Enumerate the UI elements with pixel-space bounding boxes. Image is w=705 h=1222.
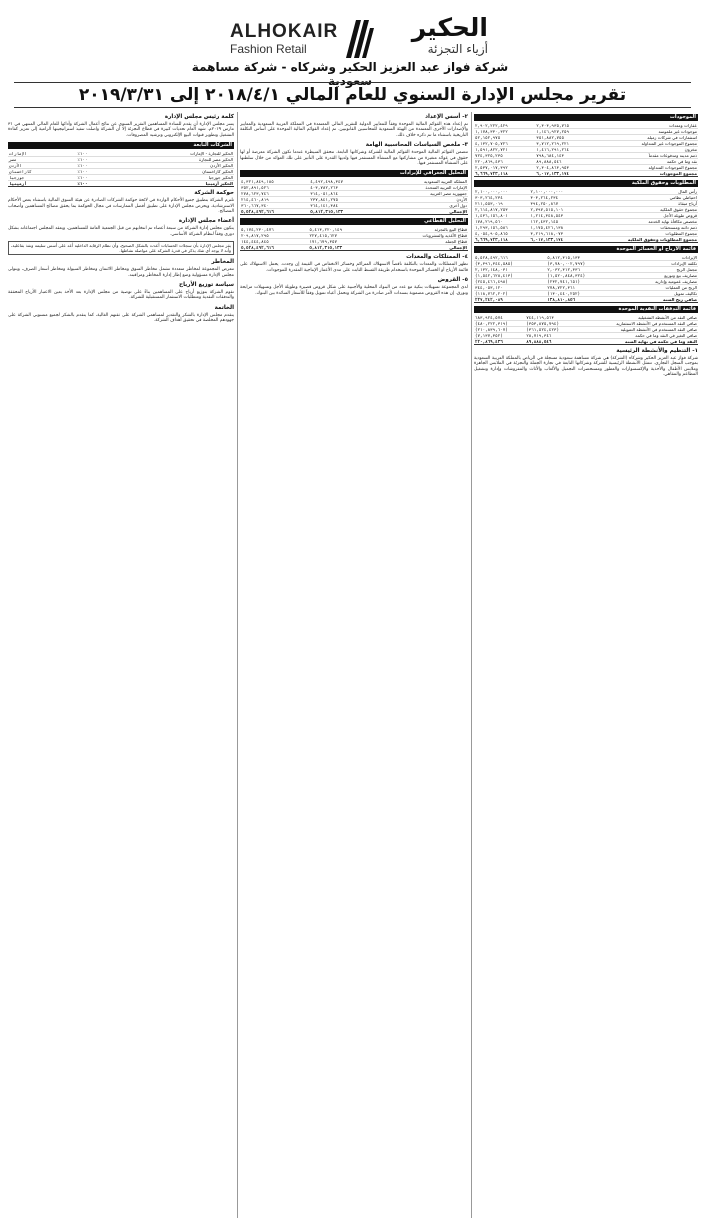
table-cell: الإمارات: [8, 151, 76, 157]
table-cell: ٣٦٠,٦٦٧,٣٤٠: [240, 203, 309, 209]
table-cell: ٢,١٠٠,٠٠٠,٠٠٠: [529, 189, 584, 195]
logo-arabic: [378, 14, 488, 56]
section-heading: ٤- الممتلكات والمعدات: [406, 254, 468, 261]
table-cell: ٢٢٠,٨٦٩,٤٣٦: [474, 339, 525, 345]
table-cell: مجموع الموجودات غير المتداولة: [597, 141, 698, 147]
table-cell: ١,١٧٥,٤٢٦,١٣٨: [529, 225, 584, 231]
section-heading: ٢- أسس الإعداد: [425, 114, 468, 120]
text-section: [240, 114, 468, 138]
table-cell: (٣٦١,٥٢٤,٤٢٣): [525, 327, 576, 333]
table-cell: ٥,٨١٢,٣١٥,١٣٣: [309, 209, 378, 215]
section-heading: ٥- القروض: [437, 277, 468, 284]
table-cell: ٦,٠١٧,١٣٣,١٧٤: [535, 171, 596, 177]
financial-table: [474, 255, 698, 303]
table-cell: الربح من العمليات: [619, 285, 698, 291]
table-cell: الحكير جورجيا: [110, 175, 234, 181]
table-cell: صافي النقد المستخدم في الأنشطة التمويلية: [576, 327, 698, 333]
table-cell: ٤,٠٥٤,٩٠٥,٨٦٥: [474, 231, 529, 237]
table-cell: ٢,٧٩٧,٥١٥,١٠١: [529, 207, 584, 213]
table-cell: مجموع الموجودات: [597, 171, 698, 177]
table-cell: الحكير كازاخستان: [110, 169, 234, 175]
logo-arabic-brand: الحكير: [411, 13, 488, 42]
table-cell: ٢٠٩,٨١٧,٢٩٥: [240, 233, 308, 239]
table-row: [240, 209, 468, 215]
financial-table: [474, 123, 698, 177]
table-cell: ٦,٦٦٩,٧٢٣,١١٨: [474, 237, 529, 243]
table-cell: ٤,٤٩٢,٤٩٨,٣٤٧: [309, 179, 378, 185]
table-row: [474, 171, 698, 177]
table-cell: (١,٥٢٠,٨٤٨,٣٢٤): [546, 273, 618, 279]
table-cell: ٥,٤١٣,٢٢٠,١٤٩: [308, 227, 376, 233]
table-cell: الإجمالي: [378, 209, 468, 215]
table-cell: ٢٨,٧١٩,٣٤٦: [525, 333, 576, 339]
text-section: [8, 114, 234, 138]
report-title: تقرير مجلس الإدارة السنوي للعام المالي ٢٠١٨/٤/١ إلى ٢٠١٩/٣/٣١: [14, 82, 691, 108]
financial-table: [8, 151, 234, 187]
table-cell: قطاع الجملة: [377, 239, 468, 245]
table-cell: ٦,٠١٧,١٣٣,١٧٤: [529, 237, 584, 243]
section-paragraph: تظهر الممتلكات والمعدات بالتكلفة ناقصاً الاستهلاك المتراكم وخسائر الانخفاض في القيمة إن وجدت. يحمل الاستهلاك على قائمة الأرباح أو الخسائر الموحدة باستخدام طريقة القسط الثابت على مدى الأعمار الإنتاجية المقدرة للموجودات.: [240, 262, 468, 273]
table-cell: ٥٢,١٥٢,٩٧٥: [474, 135, 535, 141]
text-section: [474, 348, 698, 378]
column-report: [8, 112, 234, 1218]
logo-arabic-sub: أزياء التجزئة: [427, 42, 488, 56]
table-cell: موجودات غير ملموسة: [597, 129, 698, 135]
table-cell: ٣١٤,٠٥١,٨٦٤: [309, 191, 378, 197]
table-cell: مصاريف بيع وتوزيع: [619, 273, 698, 279]
table-cell: ١٤٤,٤٤٤,٨٤٥: [240, 239, 308, 245]
table-cell: الحكير الأردن: [110, 163, 234, 169]
table-cell: (٢٤٥,٤٦٦,٤٩٨): [474, 279, 546, 285]
section-heading: ٣- ملخص السياسات المحاسبية الهامة: [365, 142, 468, 149]
text-section: [240, 142, 468, 166]
table-cell: صافي التغير في النقد وما في حكمه: [576, 333, 698, 339]
table-cell: ٢٢٧,٤١٥,٦٢٧: [308, 233, 376, 239]
section-paragraph: تقوم الشركة بتوزيع أرباح على المساهمين بناءً على توصية من مجلس الإدارة بعد الأخذ بعين الاعتبار الأرباح المحققة والتدفقات النقدية ومتطلبات الاستثمار المستقبلية للشركة.: [8, 290, 234, 301]
table-cell: رأس المال: [585, 189, 698, 195]
table-cell: ٢,٣٠٣,٩٣٥,٧٦٥: [535, 123, 596, 129]
section-heading: حوكمة الشركة: [194, 190, 234, 197]
table-cell: ١٦٢,٤٣٢,١٤٥: [529, 219, 584, 225]
table-cell: ٥,٨١٢,٣١٥,١٣٣: [308, 245, 376, 251]
declaration-box: [8, 241, 234, 255]
table-cell: (٢٣٢,٧٤١,٦٥١): [546, 279, 618, 285]
table-cell: دول أخرى: [378, 203, 468, 209]
table-cell: ٢,٠٣٢,٣١٢,٣٣٦: [546, 267, 618, 273]
financial-table: [240, 179, 468, 215]
table-heading: المطلوبات وحقوق الملكية: [474, 180, 698, 187]
table-cell: احتياطي نظامي: [585, 195, 698, 201]
table-cell: قطاع الأغذية والمشروبات: [377, 233, 468, 239]
company-name: شركة فواز عبد العزيز الحكير وشركاه - شركة مساهمة سعودية: [191, 60, 509, 88]
table-cell: ١,١٧٨,٣٣٠,٣٢٢: [474, 129, 535, 135]
table-cell: ١٧٨,٢١٩,٥٦٠: [474, 219, 529, 225]
table-cell: ٣٥١,٨٨٢,٧٥٥: [535, 135, 596, 141]
section-paragraph: تم إعداد هذه القوائم المالية الموحدة وفقاً للمعايير الدولية للتقرير المالي المعتمدة في المملكة العربية السعودية والمعايير والإصدارات الأخرى المعتمدة من الهيئة السعودية للمحاسبين القانونيين. تم إعداد القوائم المالية الموحدة على أساس التكلفة التاريخية باستثناء ما تم ذكره خلاف ذلك.: [240, 122, 468, 138]
table-cell: قطاع البيع بالتجزئة: [377, 227, 468, 233]
table-cell: ٨٩,٨٨٨,٥٤٦: [525, 339, 576, 345]
table-cell: ١,٢٩٣,١٥٦,٥٨٦: [474, 225, 529, 231]
column-divider: [237, 112, 238, 1218]
text-section: [8, 190, 234, 214]
table-cell: ٢٢٠,٨٦٩,٤٣٦: [474, 159, 535, 165]
text-section: [8, 282, 234, 301]
table-cell: ١٠٠٪: [76, 181, 110, 187]
table-cell: تكاليف تمويل: [619, 291, 698, 297]
table-cell: المملكة العربية السعودية: [378, 179, 468, 185]
text-section: [240, 277, 468, 296]
table-cell: (٧,١٣٧,٣٥٢): [474, 333, 525, 339]
table-cell: ٥,٨١٢,٣١٥,١٣٣: [546, 255, 618, 261]
table-cell: الإيرادات: [619, 255, 698, 261]
table-cell: ٣,٢١٩,٦١٨,٠٧٣: [529, 231, 584, 237]
section-heading: الخاتمة: [214, 304, 234, 311]
table-cell: الحكير مصر للتجارة: [110, 157, 234, 163]
table-cell: ٢٣٧,٨٤١,٢٧٥: [309, 197, 378, 203]
table-cell: تكلفة الإيرادات: [619, 261, 698, 267]
table-cell: ٣٠٣,٢٦٤,٢٣٤: [474, 195, 529, 201]
table-cell: ٢,٥٣٧,٠١٧,٣٩٢: [474, 165, 535, 171]
table-cell: ١,٤٣٦,١٥٦,٨٠١: [474, 213, 529, 219]
table-cell: (٢١٠,٨٣٩,٦٠٧): [474, 327, 525, 333]
section-heading: المخاطر: [211, 259, 234, 266]
table-cell: (١,٥٤٢,٦٢٨,٤١٣): [474, 273, 546, 279]
table-cell: ٣٦٤,١٤١,٣٨٤: [309, 203, 378, 209]
logo-mark-icon: [342, 20, 374, 58]
section-paragraph: تتضمن القوائم المالية الموحدة القوائم المالية للشركة وشركاتها التابعة. تتحقق السيطرة عندما تكون الشركة معرضة أو لها حقوق في عوائد متغيرة من مشاركتها مع المنشأة المستثمر فيها ولديها القدرة على التأثير على تلك العوائد من خلال سلطتها على المنشأة المستثمر فيها.: [240, 150, 468, 167]
table-cell: ٢١١,٥٥٣,٠١٩: [474, 201, 529, 207]
section-heading: كلمة رئيس مجلس الإدارة: [164, 114, 234, 120]
table-cell: ذمم مدينة ومدفوعات مقدماً: [597, 153, 698, 159]
table-cell: ٢,١٣٢,١٤٨,٠٣١: [474, 267, 546, 273]
table-cell: ٨٩,٨٨٨,٥٤٦: [535, 159, 596, 165]
logo-latin-brand: ALHOKAIR: [230, 21, 339, 42]
table-cell: مجموع المطلوبات وحقوق الملكية: [585, 237, 698, 243]
table-row: [240, 245, 468, 251]
table-heading: قائمة التدفقات النقدية الموحدة: [474, 306, 698, 313]
column-financials: [474, 112, 698, 1218]
table-cell: ١٠٠٪: [76, 157, 110, 163]
table-cell: (٣,٧٨٠,٠٠٢,٧٩٧): [546, 261, 618, 267]
table-heading: الشركات التابعة: [8, 142, 234, 149]
table-cell: ١,٥٩١,٨٢٢,٧٢١: [474, 147, 535, 153]
table-cell: ١,٢١٤,٣٤٨,٥٤٣: [529, 213, 584, 219]
table-cell: ٢٧٨,٦٢٣,٧٤٦: [240, 191, 309, 197]
table-cell: الحكير أرمينيا: [110, 181, 234, 187]
table-cell: ٧٤٤,١١٩,٥٦٣: [525, 315, 576, 321]
text-section: [8, 259, 234, 278]
table-cell: أرمينيا: [8, 181, 76, 187]
logo-latin-sub: Fashion Retail: [230, 42, 307, 56]
table-row: [474, 237, 698, 243]
table-cell: ٦٨٣,٩٢٤,٥٧٤: [474, 315, 525, 321]
section-paragraph: تتعرض المجموعة لمخاطر متعددة تشمل مخاطر السوق ومخاطر الائتمان ومخاطر السيولة ومخاطر أسعار الصرف، ويتولى مجلس الإدارة مسؤولية وضع إطار إدارة المخاطر ومراقبته.: [8, 267, 234, 278]
text-section: [8, 305, 234, 324]
section-paragraph: يسر مجلس الإدارة أن يقدم للسادة المساهمين التقرير السنوي عن نتائج أعمال الشركة وأدائها للعام المالي المنتهي في ٣١ مارس ٢٠١٩م. شهد العام تحديات كبيرة في قطاع التجزئة إلا أن الشركة واصلت تنفيذ استراتيجيتها الرامية إلى تعزيز كفاءة التشغيل وتطوير قنوات البيع الإلكتروني وترشيد المصروفات.: [8, 122, 234, 138]
declaration-text: يقر مجلس الإدارة بأن سجلات الحسابات أعدت بالشكل الصحيح، وأن نظام الرقابة الداخلية أعد على أسس سليمة ونفذ بفاعلية، وأنه لا يوجد أي شك يذكر في قدرة الشركة على مواصلة نشاطها.: [11, 243, 231, 254]
table-cell: صافي النقد المستخدم في الأنشطة الاستثمارية: [576, 321, 698, 327]
table-cell: عقارات ومعدات: [597, 123, 698, 129]
text-section: [8, 218, 234, 237]
table-cell: الإمارات العربية المتحدة: [378, 185, 468, 191]
section-heading: ١- التنظيم والأنشطة الرئيسية: [616, 348, 698, 354]
section-paragraph: تلتزم الشركة بتطبيق جميع الأحكام الواردة في لائحة حوكمة الشركات الصادرة عن هيئة السوق المالية باستثناء بعض الأحكام الاسترشادية. ويحرص مجلس الإدارة على تطبيق أفضل الممارسات في مجال الحوكمة بما يحقق مصالح المساهمين وأصحاب المصالح.: [8, 198, 234, 215]
section-heading: سياسة توزيع الأرباح: [179, 282, 234, 289]
table-cell: ٥,١٧٤,٢٣٠,٤٧٦: [240, 227, 308, 233]
section-paragraph: شركة فواز عبد العزيز الحكير وشركاه (الشركة) هي شركة مساهمة سعودية مسجلة في الرياض بالمملكة العربية السعودية بموجب السجل التجاري. تتمثل الأنشطة الرئيسية للشركة وشركاتها التابعة في تجارة الجملة والتجزئة في الملابس الجاهزة وملابس الأطفال والأحذية والإكسسوارات والعطور ومستحضرات التجميل والألعاب والأثاث والمفروشات وإدارة وتشغيل المطاعم والمقاهي.: [474, 356, 698, 378]
table-cell: ٧٩٨,٦٨٤,١٤٣: [535, 153, 596, 159]
table-cell: ٣٠٣,٢٦٤,٢٣٤: [529, 195, 584, 201]
table-cell: ٢٢٧,٢٤٢,٠٨٩: [474, 297, 546, 303]
table-cell: كازاخستان: [8, 169, 76, 175]
table-cell: ٣٤٤,٠٥٣,١٢٠: [474, 285, 546, 291]
table-cell: أرباح مبقاة: [585, 201, 698, 207]
table-cell: الحكير للتجارة - الإمارات: [110, 151, 234, 157]
table-cell: ٥,٥٢٨,٤٩٢,٦١٦: [240, 245, 308, 251]
table-cell: مصر: [8, 157, 76, 163]
table-cell: (١١٨,٧٦٢,٢٠٢): [474, 291, 546, 297]
table-cell: ٢,٩٠٢,٢٢٢,٤٢٩: [474, 123, 535, 129]
table-cell: الأردن: [8, 163, 76, 169]
table-cell: ١٧١,٦٧٩,٣٥٧: [308, 239, 376, 245]
table-cell: ذمم دائنة ومستحقات: [585, 225, 698, 231]
table-heading: الموجودات: [474, 114, 698, 121]
table-cell: ١٠٠٪: [76, 169, 110, 175]
text-section: [240, 254, 468, 273]
logo-latin: [230, 22, 340, 56]
report-header: [0, 0, 705, 88]
table-cell: صافي ربح السنة: [619, 297, 698, 303]
table-cell: ٢,٦١٤,٨١٧,٢٥٣: [474, 207, 529, 213]
table-cell: قروض طويلة الأجل: [585, 213, 698, 219]
table-cell: ٢٧٨,٧٢٢,٣٦١: [546, 285, 618, 291]
table-cell: مجمل الربح: [619, 267, 698, 273]
table-cell: ١٠٠٪: [76, 163, 110, 169]
table-cell: نقد وما في حكمه: [597, 159, 698, 165]
table-cell: ٤,٣٢١,٨٤٩,١٨٥: [240, 179, 309, 185]
table-cell: ٢١٤,٤٦٠,٨١٩: [240, 197, 309, 203]
table-heading: التحليل الجغرافي للإيرادات: [240, 170, 468, 177]
financial-table: [474, 315, 698, 345]
section-paragraph: يتكون مجلس إدارة الشركة من سبعة أعضاء تم انتخابهم من قبل الجمعية العامة للمساهمين، ويعقد المجلس اجتماعاته بشكل دوري وفقاً لنظام الشركة الأساسي.: [8, 226, 234, 237]
table-cell: الأردن: [378, 197, 468, 203]
table-cell: ١٣٨,٨١٠,٨٥٦: [546, 297, 618, 303]
table-cell: جورجيا: [8, 175, 76, 181]
table-cell: ٢,٣٠٤,٨٦٣,٩٥٣: [535, 165, 596, 171]
table-cell: ١,١٤٦,٩٢٧,٢٥٩: [535, 129, 596, 135]
table-cell: مجموع المطلوبات: [585, 231, 698, 237]
table-cell: ٢,١٠٠,٠٠٠,٠٠٠: [474, 189, 529, 195]
table-cell: ٥,٥٢٨,٤٩٢,٦١٦: [474, 255, 546, 261]
financial-table: [240, 227, 468, 251]
table-cell: ٣٥٢,٨٩١,٥٢٦: [240, 185, 309, 191]
table-cell: (٣٥٣,٨٧٥,٧٩٤): [525, 321, 576, 327]
table-cell: ٧٢٤,٣٢٥,٢٣٥: [474, 153, 535, 159]
table-cell: ٦,٦٦٩,٧٢٣,١١٨: [474, 171, 535, 177]
table-cell: مصاريف عمومية وإدارية: [619, 279, 698, 285]
table-cell: ٣,٧١٢,٢٦٩,٢٢١: [535, 141, 596, 147]
section-heading: أعضاء مجلس الإدارة: [178, 218, 234, 225]
table-cell: ١,٤١٦,٢٩١,٢٦٤: [535, 147, 596, 153]
section-paragraph: لدى المجموعة تسهيلات بنكية مع عدد من البنوك المحلية والأجنبية على شكل قروض قصيرة وطويلة الأجل وتسهيلات مرابحة وتورق. إن هذه القروض مضمونة بسندات لأمر صادرة من الشركة وتحمل أعباء تمويل وفقاً للأسعار السائدة بين البنوك.: [240, 285, 468, 296]
table-row: [474, 339, 698, 345]
table-cell: مخزون: [597, 147, 698, 153]
table-cell: استثمارات في شركات زميلة: [597, 135, 698, 141]
table-cell: النقد وما في حكمه في نهاية السنة: [576, 339, 698, 345]
column-divider: [471, 112, 472, 1218]
table-cell: مخصص مكافأة نهاية الخدمة: [585, 219, 698, 225]
table-cell: (٤٨٠,٢٢٢,٣١٩): [474, 321, 525, 327]
table-heading: قائمة الأرباح أو الخسائر الموحدة: [474, 246, 698, 253]
table-cell: ٣٩٤,٢٥٠,٨٦٧: [529, 201, 584, 207]
table-cell: صافي النقد من الأنشطة التشغيلية: [576, 315, 698, 321]
column-notes: [240, 112, 468, 1218]
section-paragraph: يتقدم مجلس الإدارة بالشكر والتقدير لمساهمي الشركة على ثقتهم الغالية، كما يتقدم بالشكر لجميع منسوبي الشركة على جهودهم المخلصة في تحقيق أهداف الشركة.: [8, 312, 234, 324]
table-cell: ٥,٥٢٨,٤٩٢,٦١٦: [240, 209, 309, 215]
table-cell: جمهورية مصر العربية: [378, 191, 468, 197]
table-cell: (١٣٠,٤٤٠,٢٥٢): [546, 291, 618, 297]
table-row: [474, 297, 698, 303]
table-heading: التحليل القطاعي: [240, 218, 468, 225]
table-row: [8, 181, 234, 187]
financial-table: [474, 189, 698, 243]
table-cell: ٤,١٣٢,٧٠٥,٧٢٦: [474, 141, 535, 147]
table-cell: الإجمالي: [377, 245, 468, 251]
table-cell: ٤٠٣,٧٨٢,٢٦٣: [309, 185, 378, 191]
table-cell: مجموع الموجودات المتداولة: [597, 165, 698, 171]
table-cell: (٣,٣٩٦,٣٤٤,٥٨٥): [474, 261, 546, 267]
table-cell: ١٠٠٪: [76, 151, 110, 157]
table-cell: ١٠٠٪: [76, 175, 110, 181]
table-cell: مجموع حقوق الملكية: [585, 207, 698, 213]
